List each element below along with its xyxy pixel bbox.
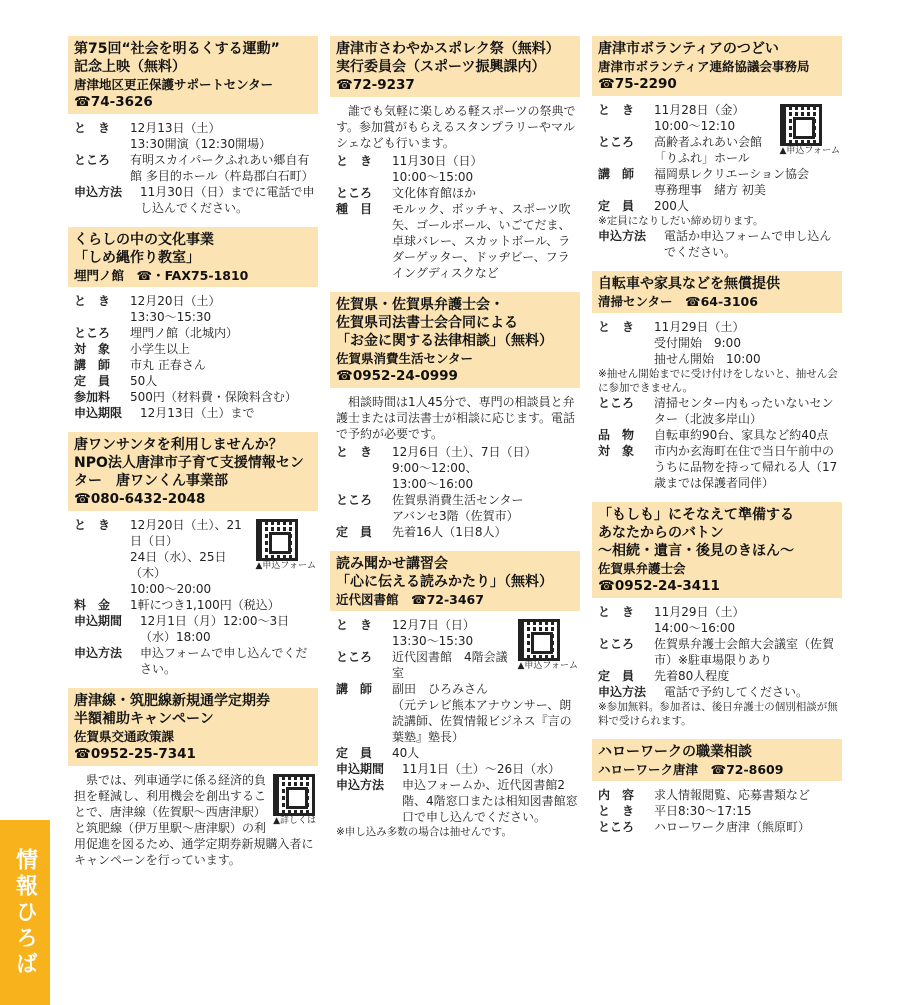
note: ※申し込み多数の場合は抽せんです。 <box>336 826 512 838</box>
phone: ☎74-3626 <box>74 94 153 110</box>
info-label: 申込方法 <box>598 229 647 243</box>
qr-code-icon <box>256 519 298 561</box>
phone: ☎75-2290 <box>598 76 677 92</box>
info-value: 近代図書館 4階会議室 <box>392 650 508 680</box>
organizer: 佐賀県交通政策課 <box>74 729 175 744</box>
event-card <box>592 36 842 262</box>
card-header <box>68 36 318 114</box>
column-left <box>68 36 318 881</box>
info-label: と き <box>598 103 635 117</box>
card-header <box>68 432 318 511</box>
info-value: 200人 <box>654 199 689 213</box>
info-value: 申込フォームで申し込んでください。 <box>140 646 308 676</box>
info-row <box>598 166 840 198</box>
card-header <box>68 227 318 287</box>
phone: ☎0952-24-0999 <box>336 368 458 384</box>
info-value: 電話で予約してください。 <box>664 685 809 699</box>
info-value: 自転車約90台、家具など約40点 <box>654 428 829 442</box>
card-header <box>592 271 842 313</box>
info-row <box>74 597 316 613</box>
info-label: と き <box>74 294 111 308</box>
info-value: 12月6日（土）、7日（日） 9:00～12:00、 13:00～16:00 <box>392 445 537 491</box>
info-value: 市内か玄海町在住で当日午前中のうちに品物を持って帰れる人（17歳までは保護者同伴） <box>654 444 838 490</box>
note: ※抽せん開始までに受け付けをしないと、抽せん会に参加できません。 <box>598 368 838 394</box>
info-label: 対 象 <box>74 342 111 356</box>
info-row <box>598 636 840 668</box>
card-title: 半額補助キャンペーン <box>74 711 214 727</box>
info-value: 埋門ノ館（北城内） <box>130 326 239 340</box>
info-row <box>598 427 840 443</box>
info-row <box>598 228 840 260</box>
info-label: 内 容 <box>598 788 635 802</box>
info-row <box>74 293 316 325</box>
card-body <box>592 598 842 730</box>
info-label: ところ <box>336 186 373 200</box>
info-label: 申込方法 <box>74 646 123 660</box>
info-row <box>74 613 316 645</box>
info-label: と き <box>598 320 635 334</box>
info-label: 定 員 <box>598 199 635 213</box>
info-row <box>74 184 316 216</box>
info-value: 40人 <box>392 746 420 760</box>
info-label: と き <box>336 445 373 459</box>
event-card <box>68 432 318 679</box>
info-row <box>336 777 578 825</box>
card-body <box>330 388 580 542</box>
card-title: ～相続・遺言・後見のきほん～ <box>598 543 794 559</box>
info-value: 12月20日（土） 13:30～15:30 <box>130 294 221 324</box>
card-body <box>330 611 580 841</box>
event-card <box>68 36 318 218</box>
info-value: ハローワーク唐津（熊原町） <box>654 820 811 834</box>
note: ※定員になりしだい締め切ります。 <box>598 215 764 227</box>
info-row <box>598 319 840 367</box>
qr-block <box>256 519 316 572</box>
info-value: 副田 ひろみさん （元テレビ熊本アナウンサー、朗読講師、佐賀情報ビジネス『言の葉塾』塾長） <box>392 682 572 744</box>
info-row <box>336 185 578 201</box>
info-row <box>74 389 316 405</box>
card-title: 実行委員会（スポーツ振興課内） <box>336 59 546 75</box>
card-title: NPO法人唐津市子育て支援情報センター 唐ワンくん事業部 <box>74 455 304 489</box>
organizer: 埋門ノ館 ☎・FAX75-1810 <box>74 268 249 283</box>
info-label: 申込方法 <box>598 685 647 699</box>
info-label: ところ <box>598 637 635 651</box>
info-value: 市丸 正春さん <box>130 358 206 372</box>
qr-caption: ▲申込フォーム <box>517 661 578 671</box>
card-title: 「もしも」にそなえて準備する <box>598 507 794 523</box>
info-value: 1軒につき1,100円（税込） <box>130 598 280 612</box>
qr-caption: ▲詳しくは <box>273 816 316 826</box>
card-body <box>68 511 318 679</box>
info-value: 500円（材料費・保険料含む） <box>130 390 297 404</box>
info-label: ところ <box>336 493 373 507</box>
info-label: 定 員 <box>598 669 635 683</box>
info-label: と き <box>336 618 373 632</box>
info-label: ところ <box>336 650 373 664</box>
description: 相談時間は1人45分で、専門の相談員と弁護士または司法書士が相談に応じます。電話で予約が必要です。 <box>336 395 576 441</box>
info-value: 高齢者ふれあい会館「りふれ」ホール <box>654 135 763 165</box>
organizer: 佐賀県弁護士会 <box>598 561 686 576</box>
info-label: 申込方法 <box>336 778 385 792</box>
info-label: と き <box>74 518 111 532</box>
card-title: 「しめ縄作り教室」 <box>74 250 200 266</box>
qr-code-icon <box>273 774 315 816</box>
phone: ☎0952-24-3411 <box>598 578 720 594</box>
info-label: 講 師 <box>74 358 111 372</box>
phone: ☎72-9237 <box>336 77 415 93</box>
info-row <box>598 819 840 835</box>
event-card <box>330 36 580 283</box>
info-label: ところ <box>598 396 635 410</box>
card-title: 第75回“社会を明るくする運動” <box>74 41 280 57</box>
info-row <box>74 152 316 184</box>
info-value: 清掃センター内もったいないセンター（北波多岸山） <box>654 396 834 426</box>
info-row <box>598 134 776 166</box>
card-title: 自転車や家具などを無償提供 <box>598 276 780 292</box>
card-title: 唐ワンサンタを利用しませんか？ <box>74 437 283 453</box>
info-value: 11月28日（金） 10:00～12:10 <box>654 103 745 133</box>
info-value: 求人情報閲覧、応募書類など <box>654 788 811 802</box>
card-body <box>592 313 842 493</box>
info-value: 平日8:30～17:15 <box>654 804 752 818</box>
card-title: 「心に伝える読みかたり」（無料） <box>336 574 553 590</box>
info-row <box>336 649 514 681</box>
card-header <box>330 36 580 97</box>
card-header <box>330 292 580 388</box>
qr-caption: ▲申込フォーム <box>779 146 840 156</box>
info-label: 講 師 <box>598 167 635 181</box>
info-value: 12月20日（土）、21日（日） 24日（水）、25日（木） 10:00～20:00 <box>130 518 242 596</box>
info-value: 先着16人（1日8人） <box>392 525 507 539</box>
event-card <box>592 271 842 493</box>
organizer: 清掃センター ☎64-3106 <box>598 294 758 309</box>
qr-block <box>780 104 840 157</box>
organizer: 唐津地区更正保護サポートセンター <box>74 77 274 92</box>
info-row <box>336 444 578 492</box>
info-label: 講 師 <box>336 682 373 696</box>
card-body <box>592 96 842 262</box>
info-row <box>336 617 514 649</box>
phone: ☎0952-25-7341 <box>74 746 196 762</box>
info-value: 先着80人程度 <box>654 669 730 683</box>
info-row <box>598 198 840 214</box>
info-value: 佐賀県弁護士会館大会議室（佐賀市）※駐車場限りあり <box>654 637 835 667</box>
event-card <box>68 227 318 423</box>
card-body <box>330 97 580 283</box>
card-title: 唐津線・筑肥線新規通学定期券 <box>74 693 270 709</box>
organizer: 佐賀県消費生活センター <box>336 351 474 366</box>
info-value: 佐賀県消費生活センター アバンセ3階（佐賀市） <box>392 493 524 523</box>
info-row <box>74 373 316 389</box>
card-body <box>68 287 318 423</box>
info-value: 申込フォームか、近代図書館2階、4階窓口または相知図書館窓口で申し込んでください。 <box>402 778 578 824</box>
info-label: 定 員 <box>336 746 373 760</box>
qr-block <box>518 619 578 672</box>
info-label: 申込期限 <box>74 406 123 420</box>
info-row <box>598 803 840 819</box>
column-middle <box>330 36 580 850</box>
info-label: 定 員 <box>336 525 373 539</box>
info-row <box>74 517 252 597</box>
info-row <box>336 492 578 524</box>
card-title: 記念上映（無料） <box>74 59 186 75</box>
info-label: 種 目 <box>336 202 373 216</box>
info-label: と き <box>336 154 373 168</box>
info-row <box>336 524 578 540</box>
info-row <box>598 443 840 491</box>
card-title: 読み聞かせ講習会 <box>336 556 448 572</box>
info-row <box>74 120 316 152</box>
card-title: くらしの中の文化事業 <box>74 232 214 248</box>
info-label: と き <box>598 804 635 818</box>
info-value: モルック、ボッチャ、スポーツ吹矢、ゴールボール、いごてだま、卓球バレー、スカットボール、ラダーゲッター、ドッヂビー、フライングディスクなど <box>392 202 571 280</box>
side-tab-label: 情報ひろば <box>12 847 38 978</box>
phone: ☎080-6432-2048 <box>74 491 206 507</box>
card-body <box>68 114 318 218</box>
info-label: 品 物 <box>598 428 635 442</box>
info-value: 12月13日（土）まで <box>140 406 255 420</box>
event-card <box>592 502 842 730</box>
info-value: 電話か申込フォームで申し込んでください。 <box>664 229 832 259</box>
info-label: 定 員 <box>74 374 111 388</box>
side-tab <box>0 820 50 1005</box>
info-value: 小学生以上 <box>130 342 191 356</box>
info-label: ところ <box>74 153 111 167</box>
info-row <box>74 341 316 357</box>
info-value: 福岡県レクリエーション協会 専務理事 緒方 初美 <box>654 167 810 197</box>
card-body <box>592 781 842 837</box>
card-title: ハローワークの職業相談 <box>598 744 752 760</box>
info-label: 申込方法 <box>74 185 123 199</box>
card-header <box>592 502 842 598</box>
note: ※参加無料。参加者は、後日弁護士の個別相談が無料で受けられます。 <box>598 701 838 727</box>
description: 誰でも気軽に楽しめる軽スポーツの祭典です。参加賞がもらえるスタンプラリーやマルシェなども行います。 <box>336 104 576 150</box>
info-row <box>598 395 840 427</box>
info-label: ところ <box>598 820 635 834</box>
event-card <box>68 688 318 872</box>
qr-caption: ▲申込フォーム <box>255 561 316 571</box>
card-title: 唐津市ボランティアのつどい <box>598 41 779 57</box>
card-body <box>68 766 318 872</box>
info-row <box>336 681 578 745</box>
event-card <box>592 739 842 837</box>
info-value: 11月1日（土）～26日（水） <box>402 762 561 776</box>
info-value: 11月29日（土） 受付開始 9:00 抽せん開始 10:00 <box>654 320 761 366</box>
info-value: 11月30日（日）までに電話で申し込んでください。 <box>140 185 315 215</box>
info-label: 申込期間 <box>336 762 385 776</box>
info-row <box>598 102 776 134</box>
card-header <box>68 688 318 766</box>
event-card <box>330 292 580 542</box>
info-value: 有明スカイパークふれあい郷自有館 多目的ホール（杵島郡白石町） <box>130 153 314 183</box>
info-value: 12月7日（日） 13:30～15:30 <box>392 618 475 648</box>
card-header <box>592 36 842 96</box>
card-header <box>330 551 580 611</box>
qr-code-icon <box>780 104 822 146</box>
info-row <box>336 153 578 185</box>
info-label: ところ <box>74 326 111 340</box>
info-label: 料 金 <box>74 598 111 612</box>
info-label: 対 象 <box>598 444 635 458</box>
info-row <box>598 604 840 636</box>
info-row <box>74 405 316 421</box>
info-row <box>74 357 316 373</box>
info-value: 12月1日（月）12:00～3日（水）18:00 <box>140 614 290 644</box>
info-label: と き <box>74 121 111 135</box>
card-title: 「お金に関する法律相談」（無料） <box>336 333 553 349</box>
info-row <box>74 645 316 677</box>
qr-code-icon <box>518 619 560 661</box>
info-row <box>598 684 840 700</box>
card-header <box>592 739 842 781</box>
organizer: ハローワーク唐津 ☎72-8609 <box>598 762 784 777</box>
description: 県では、列車通学に係る経済的負担を軽減し、利用機会を創出することで、唐津線（佐賀駅～西唐津駅）と筑肥線（伊万里駅～唐津駅）の利用促進を図るため、通学定期券新規購入者にキャンペーンを行っています。 <box>74 773 314 867</box>
info-label: ところ <box>598 135 635 149</box>
info-value: 12月13日（土） 13:30開演（12:30開場） <box>130 121 272 151</box>
info-value: 11月30日（日） 10:00～15:00 <box>392 154 483 184</box>
info-row <box>336 761 578 777</box>
info-label: と き <box>598 605 635 619</box>
info-value: 50人 <box>130 374 158 388</box>
column-right <box>592 36 842 846</box>
info-row <box>336 201 578 281</box>
organizer: 唐津市ボランティア連絡協議会事務局 <box>598 59 810 74</box>
info-value: 11月29日（土） 14:00～16:00 <box>654 605 745 635</box>
qr-block <box>273 774 316 827</box>
card-title: 唐津市さわやかスポレク祭（無料） <box>336 41 560 57</box>
info-label: 参加料 <box>74 390 111 404</box>
info-row <box>598 787 840 803</box>
info-row <box>336 745 578 761</box>
card-title: 佐賀県司法書士会合同による <box>336 315 518 331</box>
info-row <box>74 325 316 341</box>
info-row <box>598 668 840 684</box>
info-value: 文化体育館ほか <box>392 186 477 200</box>
organizer: 近代図書館 ☎72-3467 <box>336 592 484 607</box>
card-title: 佐賀県・佐賀県弁護士会・ <box>336 297 504 313</box>
event-card <box>330 551 580 841</box>
card-title: あなたからのバトン <box>598 525 724 541</box>
info-label: 申込期間 <box>74 614 123 628</box>
